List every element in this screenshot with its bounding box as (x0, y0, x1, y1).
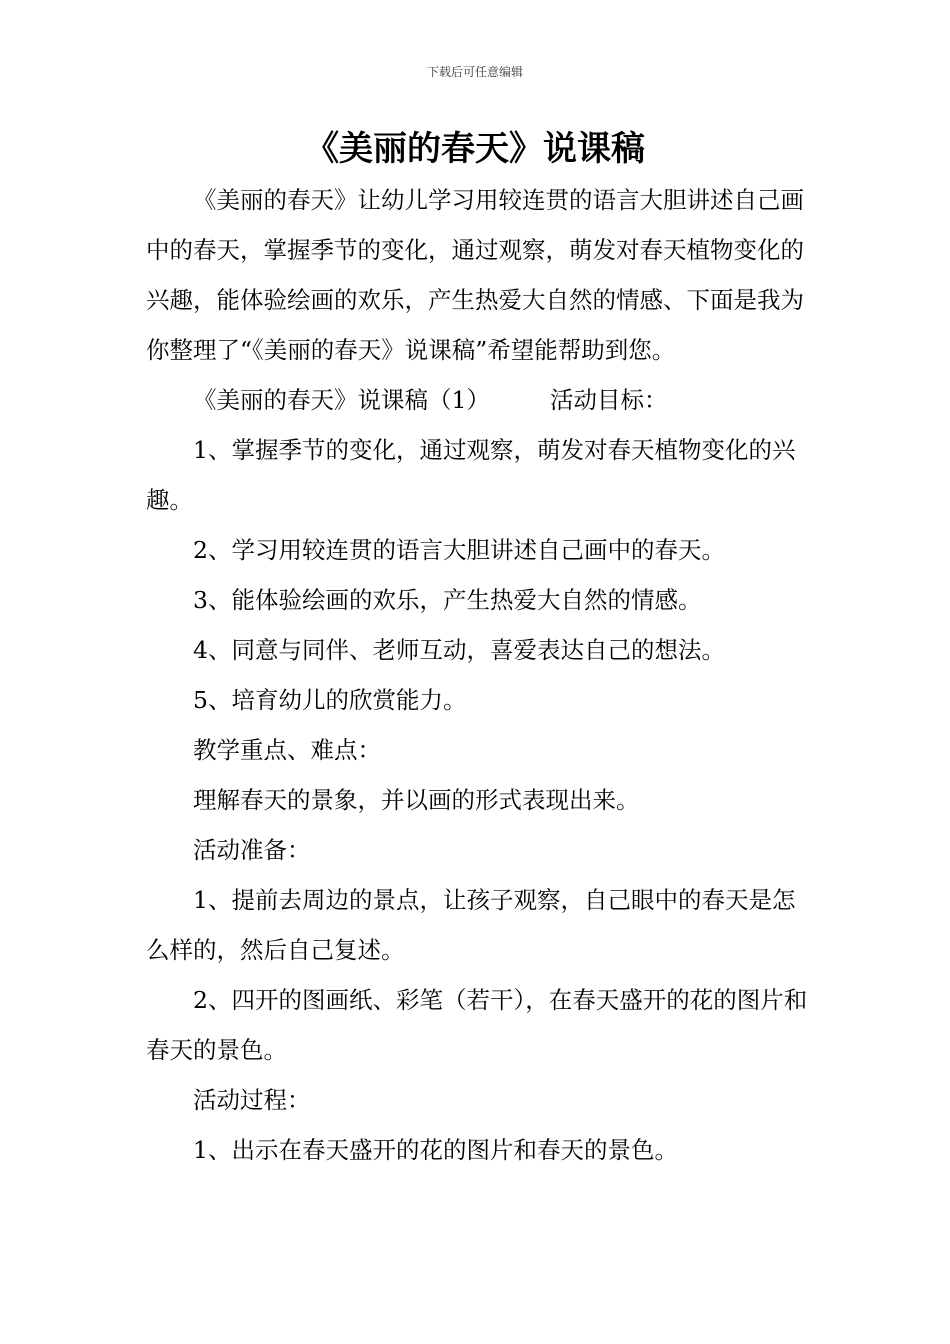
document-body (146, 175, 808, 1175)
process-item: 1、出示在春天盛开的花的图片和春天的景色。 (193, 1136, 678, 1164)
intro-paragraph: 《美丽的春天》让幼儿学习用较连贯的语言大胆讲述自己画中的春天，掌握季节的变化，通过观察，萌发对春天植物变化的兴趣，能体验绘画的欢乐，产生热爱大自然的情感、下面是我为你整理了“《美丽的春天》说课稿”希望能帮助到您。 (146, 186, 804, 364)
goal-item: 1、掌握季节的变化，通过观察，萌发对春天植物变化的兴趣。 (146, 436, 796, 514)
prep-item: 1、提前去周边的景点，让孩子观察，自己眼中的春天是怎么样的，然后自己复述。 (146, 886, 796, 964)
goals-label: 活动目标： (549, 386, 668, 414)
prep-label: 活动准备： (193, 836, 311, 864)
key-points-label: 教学重点、难点： (193, 736, 381, 764)
goal-item: 3、能体验绘画的欢乐，产生热爱大自然的情感。 (193, 586, 702, 614)
goal-item: 4、同意与同伴、老师互动，喜爱表达自己的想法。 (193, 636, 725, 664)
key-points-text: 理解春天的景象，并以画的形式表现出来。 (193, 786, 640, 814)
header-note: 下载后可任意编辑 (426, 65, 523, 79)
section-heading-line (146, 375, 808, 425)
process-label: 活动过程： (193, 1086, 311, 1114)
goal-item: 5、培育幼儿的欣赏能力。 (193, 686, 467, 714)
prep-item: 2、四开的图画纸、彩笔（若干），在春天盛开的花的图片和春天的景色。 (146, 986, 808, 1064)
document-title: 《美丽的春天》说课稿 (305, 129, 645, 169)
goal-item: 2、学习用较连贯的语言大胆讲述自己画中的春天。 (193, 536, 725, 564)
section-title: 《美丽的春天》说课稿（1） (193, 386, 490, 414)
